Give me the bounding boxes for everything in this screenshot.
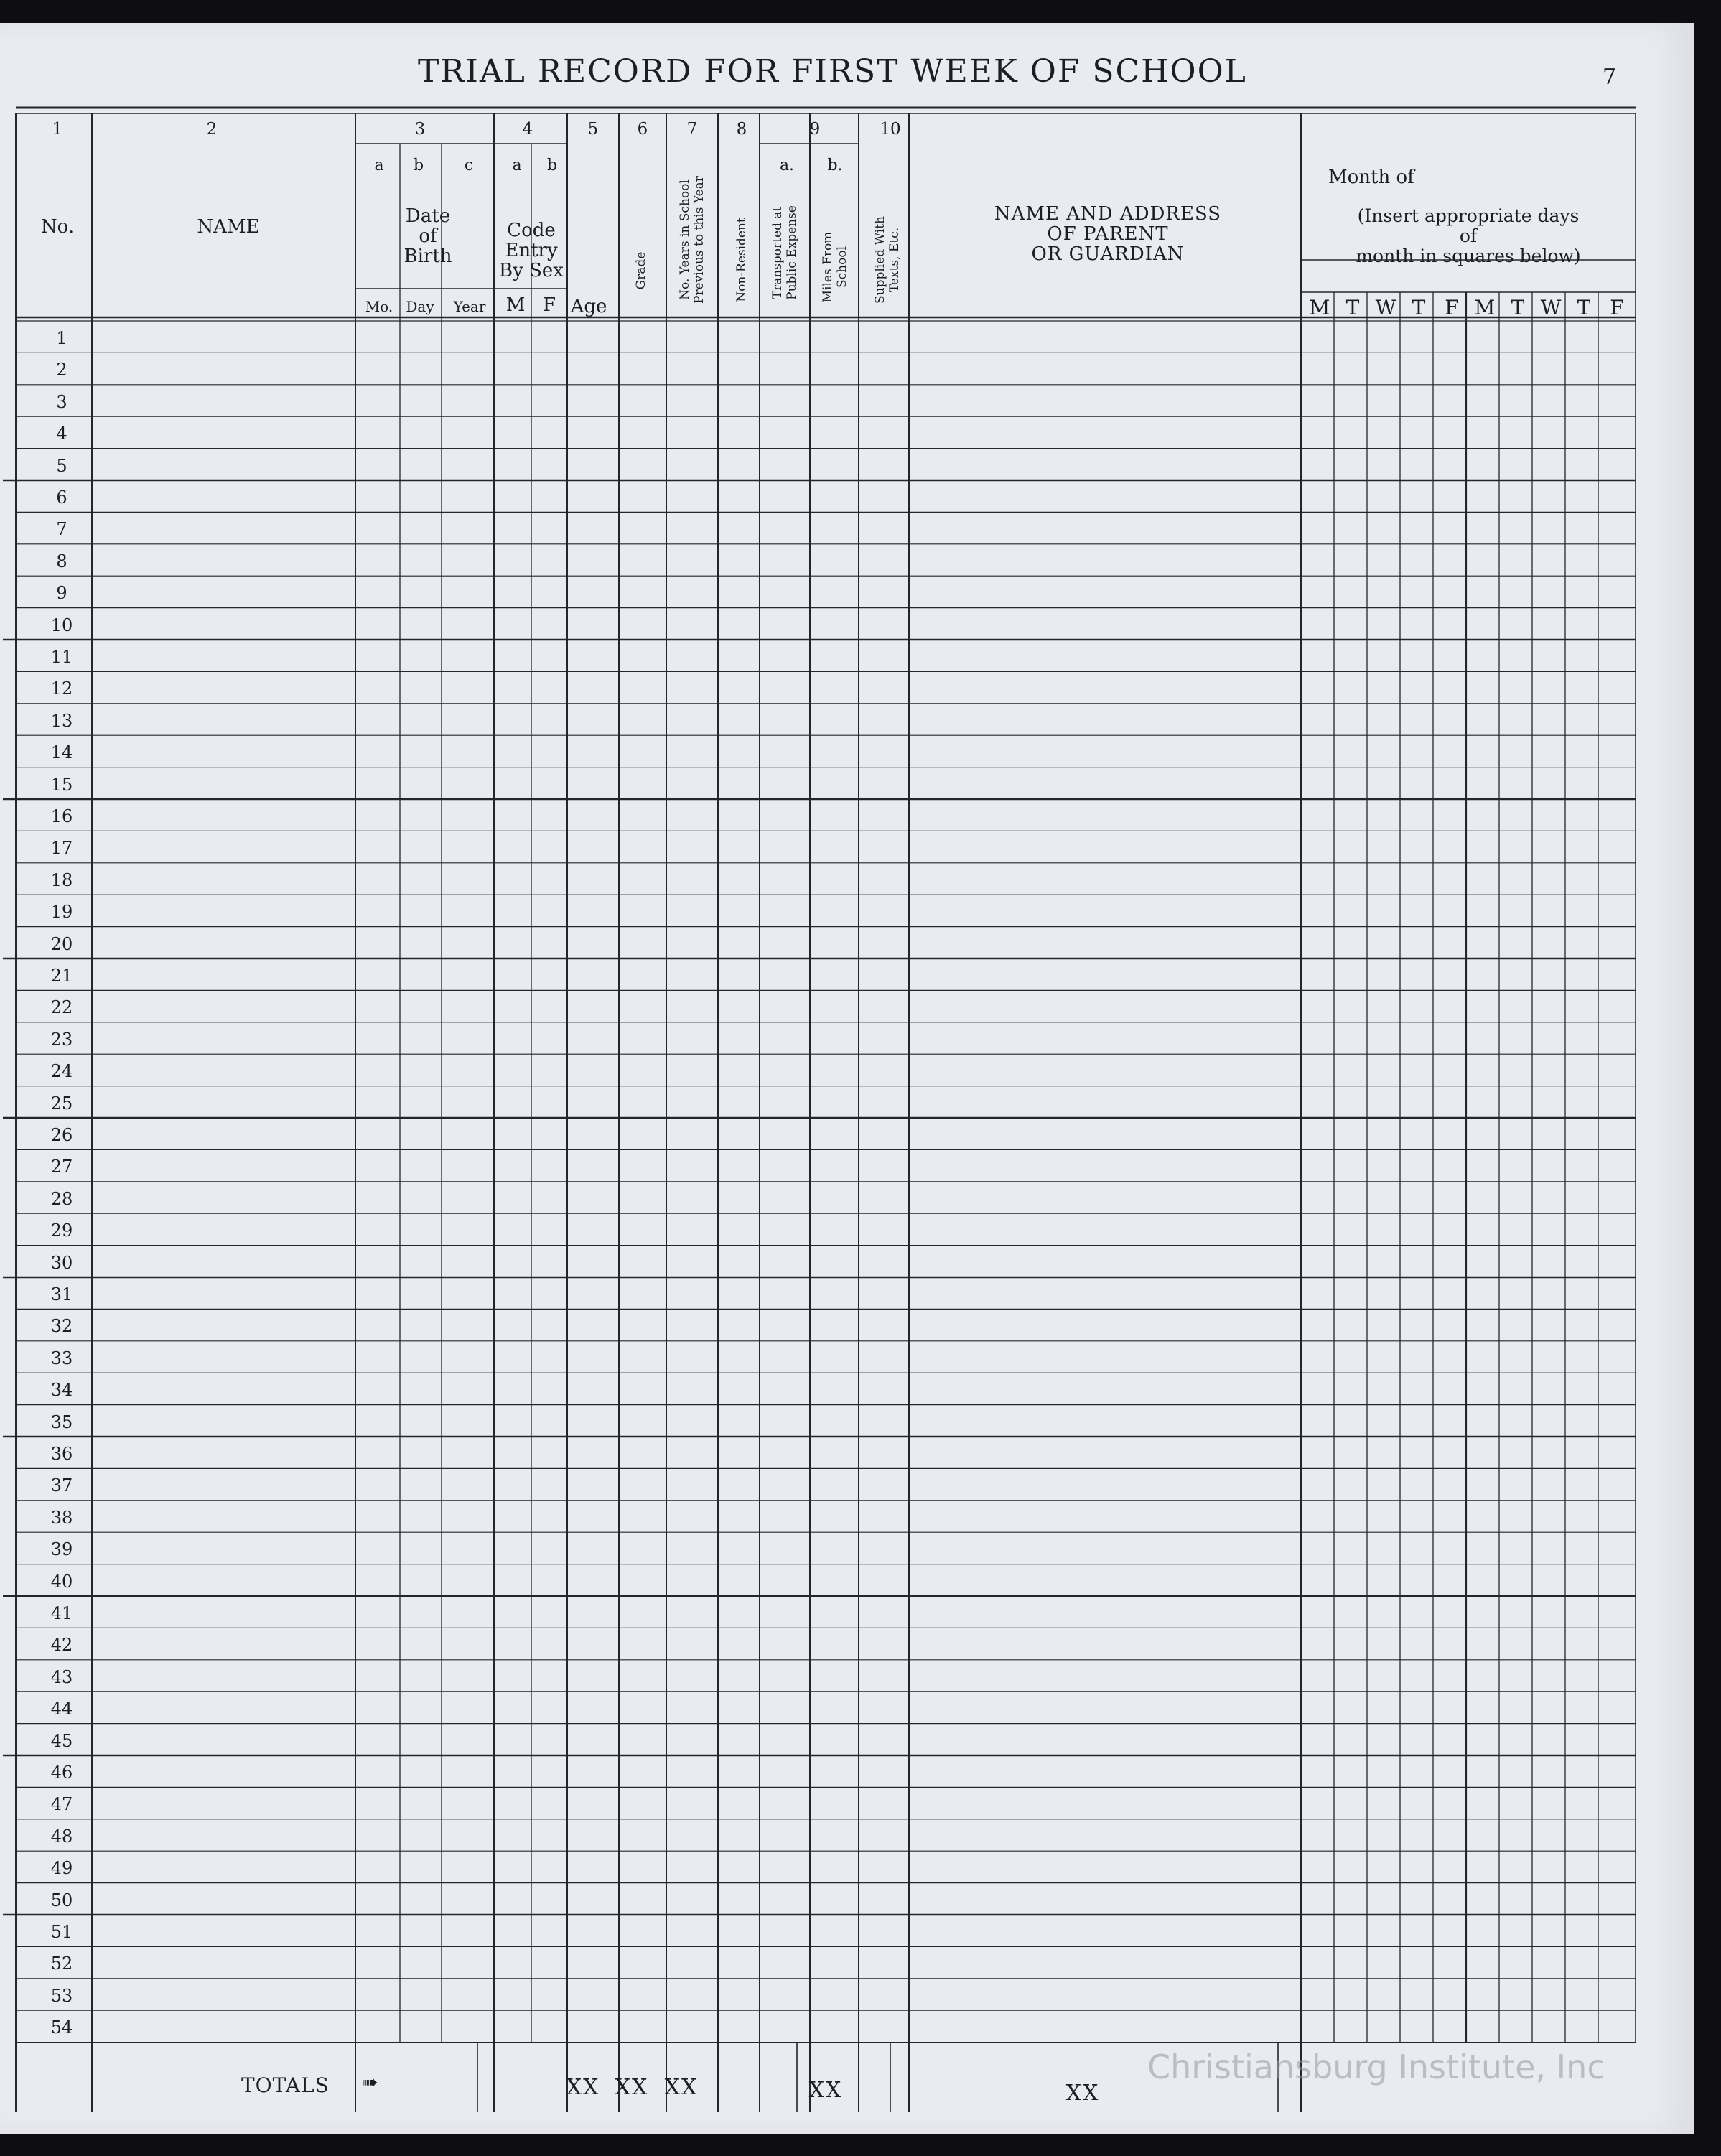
row-number: 38	[50, 1507, 73, 1528]
no-header: No.	[40, 216, 75, 238]
colnum-8: 8	[736, 120, 747, 139]
row-number: 4	[56, 424, 67, 444]
totals-years-xx: XX	[664, 2075, 699, 2100]
dob-day: Day	[406, 298, 434, 315]
row-number: 26	[50, 1125, 73, 1145]
row-number: 50	[50, 1890, 73, 1910]
day-4: T	[1412, 296, 1426, 319]
row-number: 40	[50, 1571, 73, 1592]
row-number: 49	[50, 1858, 73, 1879]
day-7: T	[1511, 296, 1525, 319]
row-number: 32	[50, 1316, 73, 1337]
row-number: 8	[56, 551, 67, 571]
miles-from-school-header: Miles From School	[821, 231, 849, 303]
row-number: 6	[56, 487, 67, 508]
month-of-text: Month of	[1328, 167, 1414, 188]
name-header: NAME	[197, 216, 260, 238]
totals-label: TOTALS	[241, 2073, 330, 2097]
row-number: 20	[50, 933, 73, 954]
row-number: 16	[50, 806, 73, 826]
colnum-3: 3	[414, 120, 426, 139]
row-number: 2	[56, 360, 67, 381]
row-number: 31	[50, 1284, 73, 1305]
ledger-page	[0, 23, 1694, 2134]
supplied-with-texts-header: Supplied With Texts, Etc.	[873, 216, 902, 304]
row-number: 5	[56, 455, 67, 476]
row-number: 3	[56, 391, 67, 412]
row-number: 24	[50, 1061, 73, 1082]
code-sub-b: b	[546, 157, 558, 174]
row-number: 27	[50, 1157, 73, 1177]
grade-header: Grade	[634, 251, 648, 290]
transported-header: Transported at Public Expense	[770, 205, 799, 300]
row-number: 11	[50, 647, 73, 667]
day-5: F	[1445, 296, 1459, 319]
row-number: 54	[50, 2017, 73, 2038]
row-number: 21	[50, 966, 73, 986]
row-number: 25	[50, 1093, 73, 1114]
row-number: 19	[50, 902, 73, 923]
dob-sub-b: b	[413, 157, 424, 174]
row-number: 47	[50, 1794, 73, 1815]
colnum-1: 1	[52, 120, 63, 139]
row-number: 15	[50, 774, 73, 795]
row-number: 7	[56, 519, 67, 540]
dob-sub-a: a	[374, 157, 384, 174]
insert-days-note: (Insert appropriate days of month in squares below)	[1356, 205, 1581, 266]
day-2: T	[1345, 296, 1360, 319]
row-number: 9	[56, 583, 67, 604]
page-title: TRIAL RECORD FOR FIRST WEEK OF SCHOOL	[418, 53, 1247, 90]
colnum-4: 4	[522, 120, 533, 139]
row-number: 37	[50, 1475, 73, 1496]
sex-f: F	[542, 294, 556, 316]
row-number: 36	[50, 1444, 73, 1464]
row-number: 30	[50, 1252, 73, 1273]
sex-m: M	[505, 294, 526, 316]
month-of-label	[1328, 167, 1414, 188]
years-in-school-header: No. Years in School Previous to this Year	[678, 176, 706, 304]
row-number: 33	[50, 1348, 73, 1368]
row-number: 48	[50, 1826, 73, 1847]
row-number: 14	[50, 742, 73, 763]
row-number: 51	[50, 1922, 73, 1942]
non-resident-header: Non-Resident	[734, 218, 749, 302]
day-8: W	[1540, 296, 1562, 319]
row-number: 22	[50, 997, 73, 1018]
row-number: 43	[50, 1666, 73, 1687]
row-number: 42	[50, 1635, 73, 1656]
row-number: 18	[50, 869, 73, 890]
colnum-7: 7	[686, 120, 698, 139]
day-6: M	[1474, 296, 1496, 319]
row-number: 52	[50, 1954, 73, 1974]
totals-age-xx: XX	[566, 2075, 600, 2100]
day-3: W	[1375, 296, 1396, 319]
dob-month: Mo.	[365, 298, 393, 315]
row-number: 12	[50, 678, 73, 699]
dob-year: Year	[453, 298, 486, 315]
dob-sub-c: c	[464, 157, 474, 174]
colnum-6: 6	[637, 120, 648, 139]
row-number: 1	[56, 328, 67, 348]
row-number: 29	[50, 1221, 73, 1241]
row-number: 28	[50, 1188, 73, 1209]
row-number: 45	[50, 1730, 73, 1751]
age-header: Age	[570, 296, 607, 317]
row-number: 44	[50, 1699, 73, 1719]
totals-parent-xx: XX	[1065, 2081, 1100, 2106]
day-9: T	[1577, 296, 1591, 319]
ledger-grid	[0, 23, 1694, 2134]
colnum-5: 5	[587, 120, 599, 139]
row-number: 53	[50, 1985, 73, 2006]
day-10: F	[1610, 296, 1624, 319]
row-number: 34	[50, 1380, 73, 1401]
col9-sub-a: a.	[779, 157, 795, 174]
row-number: 10	[50, 615, 73, 635]
totals-grade-xx: XX	[615, 2075, 649, 2100]
row-number: 41	[50, 1603, 73, 1623]
col9-sub-b: b.	[827, 157, 843, 174]
parent-header: NAME AND ADDRESS OF PARENT OR GUARDIAN	[994, 203, 1222, 265]
colnum-10: 10	[880, 120, 901, 139]
totals-arrow-icon: ➠	[363, 2072, 378, 2094]
totals-miles-xx: XX	[808, 2078, 843, 2103]
row-number: 39	[50, 1539, 73, 1560]
watermark: Christiansburg Institute, Inc	[1147, 2048, 1605, 2086]
row-number: 13	[50, 710, 73, 731]
day-1: M	[1309, 296, 1330, 319]
code-sub-a: a	[512, 157, 522, 174]
page-number: 7	[1603, 65, 1617, 90]
colnum-9: 9	[809, 120, 821, 139]
code-entry-header: Code Entry By Sex	[499, 220, 564, 281]
row-number: 23	[50, 1029, 73, 1050]
date-of-birth-header: Date of Birth	[404, 205, 452, 267]
colnum-2: 2	[206, 120, 218, 139]
row-number: 35	[50, 1411, 73, 1432]
row-number: 46	[50, 1763, 73, 1783]
row-number: 17	[50, 838, 73, 859]
